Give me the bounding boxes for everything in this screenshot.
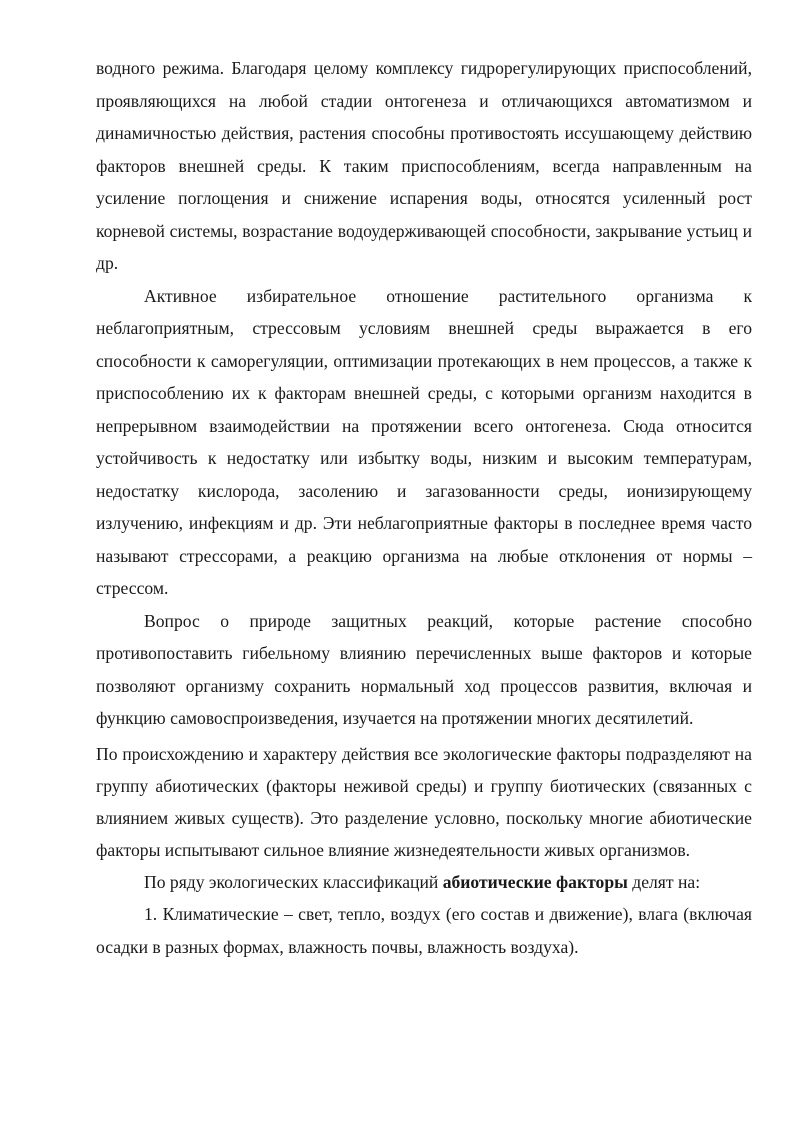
abiotic-factors-term: абиотические факторы — [442, 871, 628, 892]
paragraph-factor-origin: По происхождению и характеру действия все экологические факторы подразделяют на группу абиотических (факторы неживой среды) и группу биотических (связанных с влиянием живых существ). Это разделение условно, поскольку многие абиотические факторы испытывают сильное влияние жизнедеятельности живых организмов. — [96, 743, 752, 860]
paragraph-stress-conditions: Активное избирательное отношение растительного организма к неблагоприятным, стрессовым условиям внешней среды выражается в его способности к саморегуляции, оптимизации протекающих в нем процессов, а также к приспособлению их к факторам внешней среды, с которыми организм находится в непрерывном взаимодействии на протяжении всего онтогенеза. Сюда относится устойчивость к недостатку или избытку воды, низким и высоким температурам, недостатку кислорода, засолению и загазованности среды, ионизирующему излучению, инфекциям и др. Эти неблагоприятные факторы в последнее время часто называют стрессорами, а реакцию организма на любые отклонения от нормы – стрессом. — [96, 285, 752, 598]
paragraph-abiotic-intro — [96, 866, 752, 899]
paragraph-water-regime: водного режима. Благодаря целому комплексу гидрорегулирующих приспособлений, проявляющихся на любой стадии онтогенеза и отличающихся автоматизмом и динамичностью действия, растения способны противостоять иссушающему действию факторов внешней среды. К таким приспособлениям, всегда направленным на усиление поглощения и снижение испарения воды, относятся усиленный рост корневой системы, возрастание водоудерживающей способности, закрывание устьиц и др. — [96, 58, 752, 273]
abiotic-intro-ending: делят на: — [627, 871, 701, 892]
list-item-climatic: 1. Климатические – свет, тепло, воздух (его состав и движение), влага (включая осадки в разных формах, влажность почвы, влажность воздуха). — [96, 904, 752, 957]
abiotic-intro-text: По ряду экологических классификаций — [144, 871, 443, 892]
paragraph-protective-reactions: Вопрос о природе защитных реакций, которые растение способно противопоставить гибельному влиянию перечисленных выше факторов и которые позволяют организму сохранить нормальный ход процессов развития, включая и функцию самовоспроизведения, изучается на протяжении многих десятилетий. — [96, 610, 752, 728]
document-page — [96, 52, 752, 963]
